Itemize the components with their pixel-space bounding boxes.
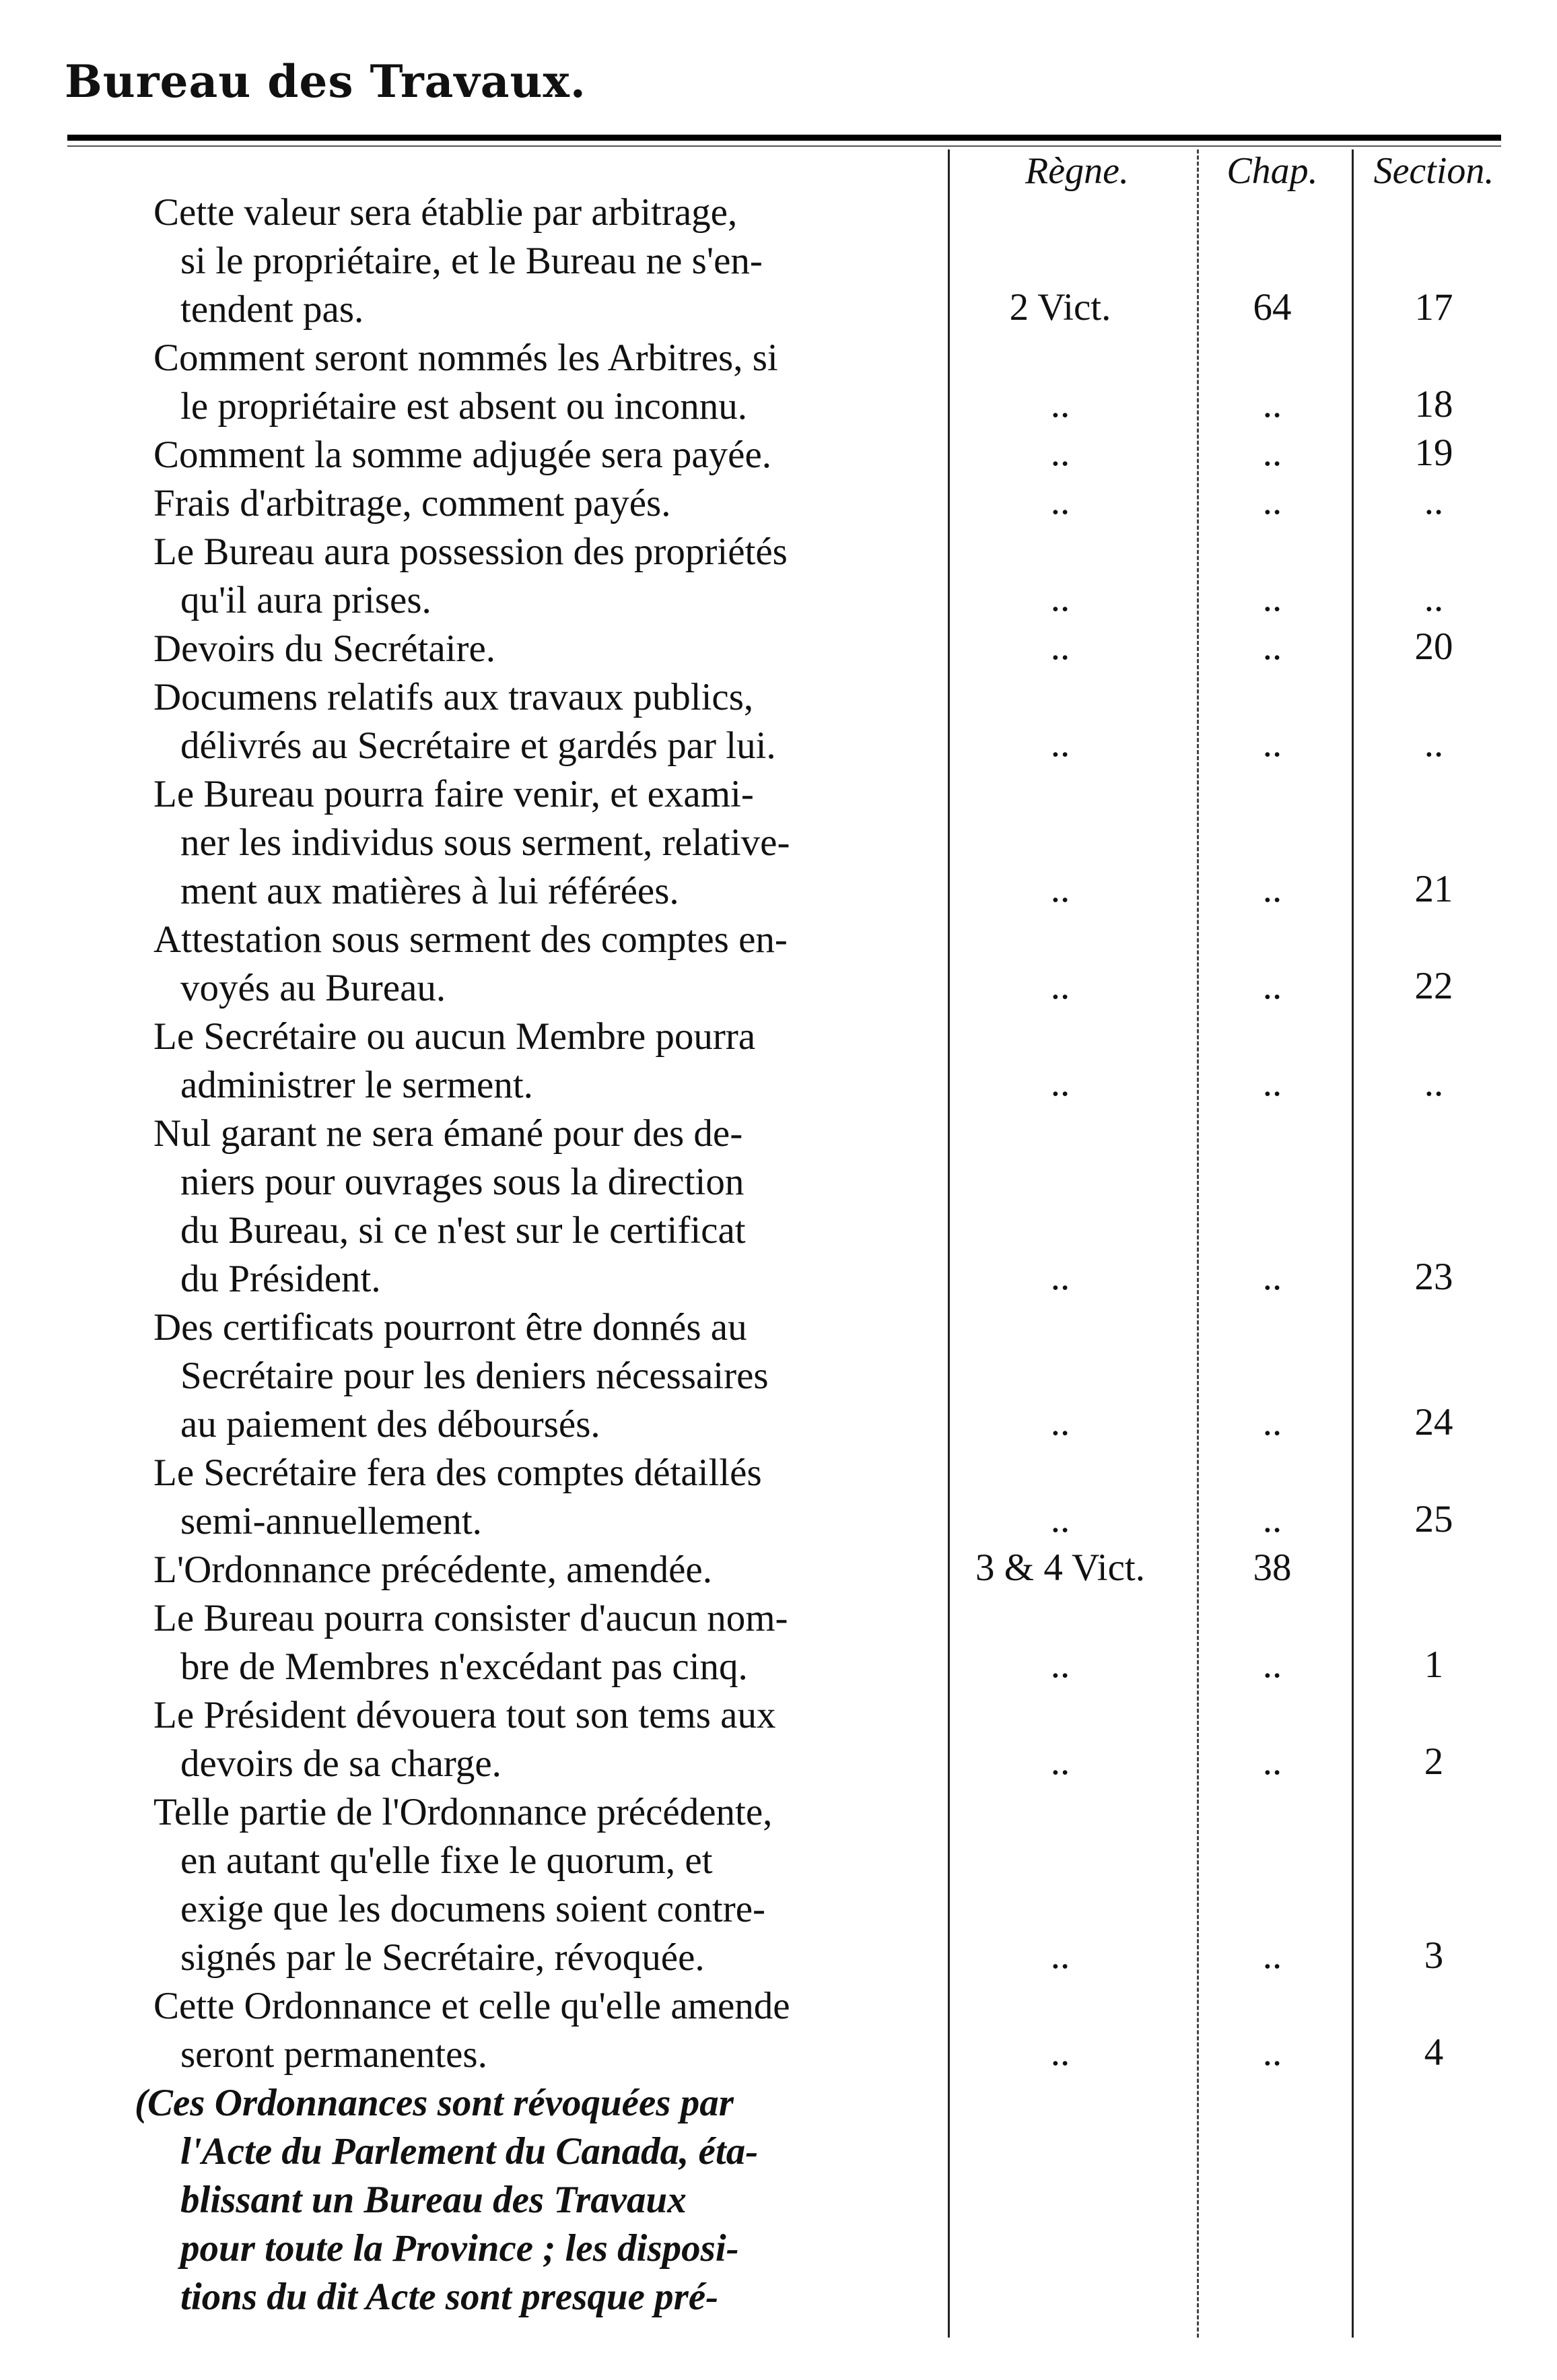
entry-regne: ..: [1050, 1062, 1070, 1104]
entry-text-line: Le Secrétaire ou aucun Membre pourra: [153, 1015, 756, 1058]
entry-text-line: Le Président dévouera tout son tems aux: [153, 1694, 776, 1736]
entry-text-line: bre de Membres n'excédant pas cinq.: [180, 1645, 748, 1688]
entry-section: ..: [1424, 1062, 1444, 1104]
entry-chap: ..: [1262, 625, 1282, 668]
entry-text-line: Frais d'arbitrage, comment payés.: [153, 482, 671, 524]
entry-text-line: ment aux matières à lui référées.: [180, 870, 679, 912]
page-header-title: Bureau des Travaux.: [65, 55, 586, 108]
entry-text-line: qu'il aura prises.: [180, 579, 431, 621]
entry-chap: ..: [1262, 1740, 1282, 1783]
entry-section: ..: [1424, 480, 1444, 522]
entry-section: 1: [1424, 1643, 1444, 1686]
entry-regne: ..: [1050, 625, 1070, 668]
column-divider-section: [1352, 149, 1354, 2338]
entry-text-line: Devoirs du Secrétaire.: [153, 627, 496, 670]
entry-regne: ..: [1050, 722, 1070, 765]
entry-regne: ..: [1050, 1401, 1070, 1443]
entry-regne: ..: [1050, 1934, 1070, 1977]
entry-chap: ..: [1262, 1934, 1282, 1977]
footnote-line: tions du dit Acte sont presque pré-: [180, 2276, 719, 2318]
entry-regne: ..: [1050, 1643, 1070, 1686]
entry-regne: 2 Vict.: [1009, 286, 1111, 329]
footnote-line: (Ces Ordonnances sont révoquées par: [135, 2082, 734, 2124]
entry-text-line: voyés au Bureau.: [180, 967, 446, 1009]
entry-text-line: devoirs de sa charge.: [180, 1742, 501, 1785]
entry-text-line: du Président.: [180, 1258, 381, 1300]
entry-section: 22: [1414, 965, 1453, 1007]
entry-chap: ..: [1262, 2031, 1282, 2074]
entry-regne: ..: [1050, 577, 1070, 619]
header-rule-thick: [67, 135, 1501, 141]
footnote-line: l'Acte du Parlement du Canada, éta-: [180, 2130, 759, 2173]
entry-section: 2: [1424, 1740, 1444, 1783]
entry-chap: 64: [1253, 286, 1292, 329]
column-header-chap: Chap.: [1226, 150, 1318, 192]
entry-text-line: ner les individus sous serment, relative-: [180, 821, 790, 864]
entry-chap: ..: [1262, 722, 1282, 765]
entry-section: 23: [1414, 1256, 1453, 1298]
entry-regne: ..: [1050, 1498, 1070, 1540]
entry-text-line: Le Bureau pourra consister d'aucun nom-: [153, 1597, 788, 1639]
entry-text-line: Le Secrétaire fera des comptes détaillés: [153, 1452, 762, 1494]
entry-chap: ..: [1262, 868, 1282, 910]
entry-text-line: administrer le serment.: [180, 1064, 533, 1106]
entry-chap: ..: [1262, 965, 1282, 1007]
entry-text-line: semi-annuellement.: [180, 1500, 482, 1542]
entry-section: ..: [1424, 577, 1444, 619]
entry-regne: 3 & 4 Vict.: [975, 1546, 1146, 1589]
entry-text-line: si le propriétaire, et le Bureau ne s'en-: [180, 240, 763, 282]
entry-regne: ..: [1050, 868, 1070, 910]
column-divider-description: [948, 149, 950, 2338]
entry-section: 21: [1414, 868, 1453, 910]
entry-chap: 38: [1253, 1546, 1292, 1589]
entry-text-line: du Bureau, si ce n'est sur le certificat: [180, 1209, 746, 1252]
entry-chap: ..: [1262, 1062, 1282, 1104]
entry-regne: ..: [1050, 1740, 1070, 1783]
entry-text-line: Nul garant ne sera émané pour des de-: [153, 1112, 743, 1155]
entry-text-line: seront permanentes.: [180, 2033, 487, 2076]
entry-section: ..: [1424, 722, 1444, 765]
entry-text-line: Le Bureau aura possession des propriétés: [153, 531, 788, 573]
entry-text-line: au paiement des déboursés.: [180, 1403, 600, 1446]
entry-chap: ..: [1262, 1401, 1282, 1443]
entry-chap: ..: [1262, 577, 1282, 619]
entry-section: 4: [1424, 2031, 1444, 2074]
entry-chap: ..: [1262, 1256, 1282, 1298]
entry-text-line: Cette valeur sera établie par arbitrage,: [153, 191, 738, 234]
column-header-section: Section.: [1373, 150, 1494, 192]
entry-text-line: Comment seront nommés les Arbitres, si: [153, 337, 778, 379]
entry-section: 20: [1414, 625, 1453, 668]
entry-text-line: Comment la somme adjugée sera payée.: [153, 434, 772, 476]
entry-regne: ..: [1050, 383, 1070, 426]
entry-text-line: exige que les documens soient contre-: [180, 1888, 765, 1930]
entry-section: 25: [1414, 1498, 1453, 1540]
entry-chap: ..: [1262, 383, 1282, 426]
entry-text-line: Secrétaire pour les deniers nécessaires: [180, 1355, 769, 1397]
entry-text-line: tendent pas.: [180, 288, 364, 331]
entry-text-line: Telle partie de l'Ordonnance précédente,: [153, 1791, 773, 1833]
header-rule-thin: [67, 145, 1501, 147]
entry-text-line: Des certificats pourront être donnés au: [153, 1306, 747, 1349]
entry-text-line: niers pour ouvrages sous la direction: [180, 1161, 745, 1203]
entry-text-line: le propriétaire est absent ou inconnu.: [180, 385, 748, 428]
entry-section: 17: [1414, 286, 1453, 329]
entry-regne: ..: [1050, 432, 1070, 474]
entry-text-line: Cette Ordonnance et celle qu'elle amende: [153, 1985, 790, 2027]
entry-text-line: Le Bureau pourra faire venir, et exami-: [153, 773, 754, 815]
entry-text-line: en autant qu'elle fixe le quorum, et: [180, 1839, 713, 1882]
footnote-line: pour toute la Province ; les disposi-: [180, 2227, 739, 2270]
entry-text-line: délivrés au Secrétaire et gardés par lui.: [180, 724, 776, 767]
entry-regne: ..: [1050, 2031, 1070, 2074]
entry-chap: ..: [1262, 1498, 1282, 1540]
entry-section: 19: [1414, 432, 1453, 474]
entry-text-line: signés par le Secrétaire, révoquée.: [180, 1936, 705, 1979]
column-divider-chap: [1197, 149, 1199, 2338]
entry-chap: ..: [1262, 1643, 1282, 1686]
footnote-line: blissant un Bureau des Travaux: [180, 2179, 687, 2221]
entry-chap: ..: [1262, 432, 1282, 474]
entry-regne: ..: [1050, 965, 1070, 1007]
entry-section: 3: [1424, 1934, 1444, 1977]
entry-regne: ..: [1050, 480, 1070, 522]
entry-text-line: Attestation sous serment des comptes en-: [153, 918, 788, 961]
entry-text-line: L'Ordonnance précédente, amendée.: [153, 1549, 712, 1591]
entry-section: 18: [1414, 383, 1453, 426]
entry-chap: ..: [1262, 480, 1282, 522]
entry-regne: ..: [1050, 1256, 1070, 1298]
entry-section: 24: [1414, 1401, 1453, 1443]
column-header-regne: Règne.: [1025, 150, 1129, 192]
entry-text-line: Documens relatifs aux travaux publics,: [153, 676, 754, 718]
